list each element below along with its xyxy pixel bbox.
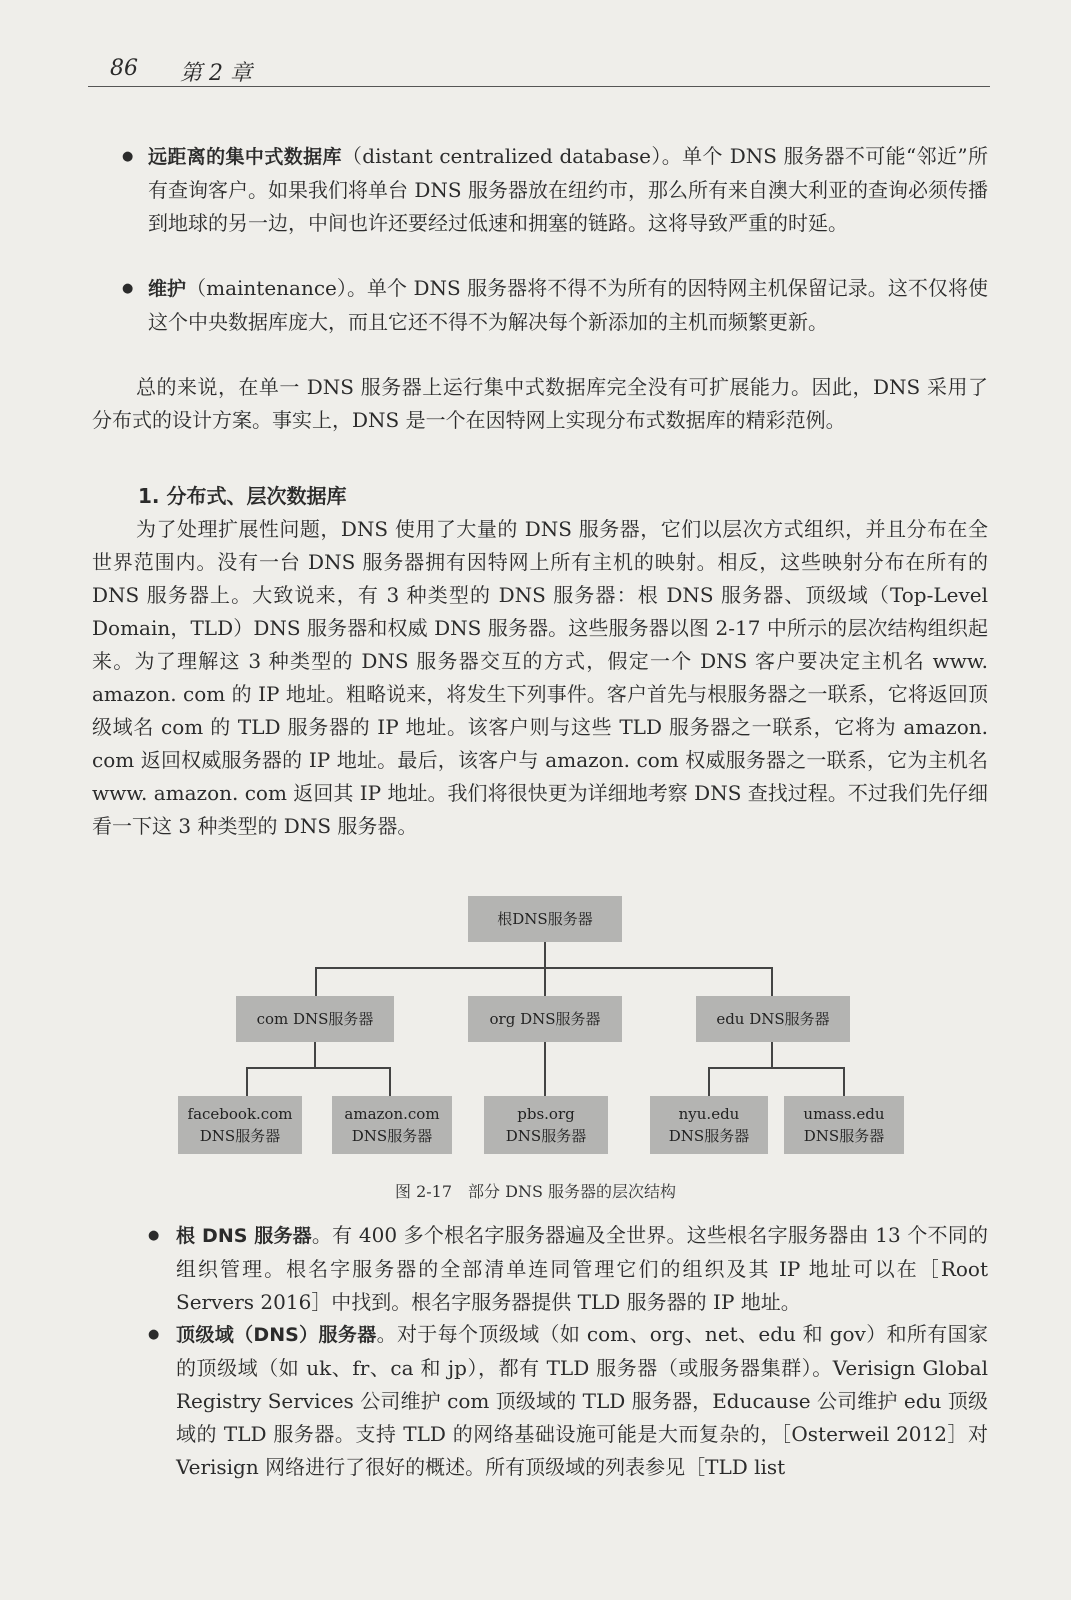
connector-line <box>771 967 773 996</box>
connector-line <box>771 1042 773 1068</box>
bullet-text: 。对于每个顶级域（如 com、org、net、edu 和 gov）和所有国家的顶级域（如 uk、fr、ca 和 jp），都有 TLD 服务器（或服务器集群）。Verisign Global Registry Services 公司维护 com 顶级域的 TLD 服务器，Educause 公司维护 edu 顶级域的 TLD 服务器。支持 TLD 的网络基础设施可能是大而复杂的，［Osterweil 2012］对 Verisign 网络进行了很好的概述。所有顶级域的列表参见［TLD list <box>176 1322 989 1479</box>
umass-dns-server-node <box>784 1096 904 1154</box>
node-label: pbs.org <box>517 1105 575 1123</box>
figure-caption: 图 2-17 部分 DNS 服务器的层次结构 <box>395 1182 676 1201</box>
node-label: edu DNS服务器 <box>716 1010 830 1028</box>
connector-line <box>314 1042 316 1068</box>
amazon-dns-server-node <box>332 1096 452 1154</box>
summary-paragraph: 总的来说，在单一 DNS 服务器上运行集中式数据库完全没有可扩展能力。因此，DNS 采用了分布式的设计方案。事实上，DNS 是一个在因特网上实现分布式数据库的精彩范例。 <box>92 375 988 432</box>
com-dns-server-node <box>236 996 394 1042</box>
node-label: facebook.com <box>187 1105 293 1123</box>
node-label: DNS服务器 <box>803 1127 885 1145</box>
connector-line <box>843 1067 845 1096</box>
node-label: 根DNS服务器 <box>497 910 593 928</box>
connector-line <box>708 1067 844 1069</box>
node-label: DNS服务器 <box>668 1127 750 1145</box>
bullet-distant-database <box>148 140 988 240</box>
node-label: nyu.edu <box>678 1105 740 1123</box>
connector-line <box>544 1042 546 1096</box>
connector-line <box>544 967 546 996</box>
facebook-dns-server-node <box>178 1096 302 1154</box>
root-dns-server-node <box>468 896 622 942</box>
bullet-term: 远距离的集中式数据库 <box>148 146 342 168</box>
bullet-root-dns <box>176 1219 988 1319</box>
main-paragraph: 为了处理扩展性问题，DNS 使用了大量的 DNS 服务器，它们以层次方式组织，并且分布在全世界范围内。没有一台 DNS 服务器拥有因特网上所有主机的映射。相反，这些映射分布在所有的 DNS 服务器上。大致说来，有 3 种类型的 DNS 服务器：根 DNS 服务器、顶级域（Top-Level Domain，TLD）DNS 服务器和权威 DNS 服务器。这些服务器以图 2-17 中所示的层次结构组织起来。为了理解这 3 种类型的 DNS 服务器交互的方式，假定一个 DNS 客户要决定主机名 www. amazon. com 的 IP 地址。粗略说来，将发生下列事件。客户首先与根服务器之一联系，它将返回顶级域名 com 的 TLD 服务器的 IP 地址。该客户则与这些 TLD 服务器之一联系，它将为 amazon. com 返回权威服务器的 IP 地址。最后，该客户与 amazon. com 权威服务器之一联系，它为主机名 www. amazon. com 返回其 IP 地址。我们将很快更为详细地考察 DNS 查找过程。不过我们先仔细看一下这 3 种类型的 DNS 服务器。 <box>92 517 988 838</box>
nyu-dns-server-node <box>650 1096 768 1154</box>
connector-line <box>246 1067 248 1096</box>
connector-line <box>246 1067 390 1069</box>
connector-line <box>544 942 546 968</box>
node-label: DNS服务器 <box>351 1127 433 1145</box>
bullet-maintenance <box>148 272 988 339</box>
connector-line <box>389 1067 391 1096</box>
section-heading: 1. 分布式、层次数据库 <box>138 484 347 508</box>
node-label: umass.edu <box>803 1105 885 1123</box>
bullet-text: 。有 400 多个根名字服务器遍及全世界。这些根名字服务器由 13 个不同的组织管理。根名字服务器的全部清单连同管理它们的组织及其 IP 地址可以在［Root Servers 2016］中找到。根名字服务器提供 TLD 服务器的 IP 地址。 <box>176 1223 988 1314</box>
node-label: org DNS服务器 <box>489 1010 601 1028</box>
connector-line <box>315 967 317 996</box>
node-label: amazon.com <box>344 1105 440 1123</box>
bullet-text: （distant centralized database）。单个 DNS 服务器不可能“邻近”所有查询客户。如果我们将单台 DNS 服务器放在纽约市，那么所有来自澳大利亚的查询必须传播到地球的另一边，中间也许还要经过低速和拥塞的链路。这将导致严重的时延。 <box>148 144 988 235</box>
bullet-tld-dns <box>176 1318 988 1484</box>
pbs-dns-server-node <box>484 1096 608 1154</box>
bullet-term: 顶级域（DNS）服务器 <box>176 1324 377 1346</box>
node-label: DNS服务器 <box>505 1127 587 1145</box>
org-dns-server-node <box>468 996 622 1042</box>
chapter-label: 第 2 章 <box>180 61 252 86</box>
edu-dns-server-node <box>696 996 850 1042</box>
page-header <box>88 52 990 87</box>
connector-line <box>708 1067 710 1096</box>
node-label: DNS服务器 <box>199 1127 281 1145</box>
bullet-term: 根 DNS 服务器 <box>176 1225 312 1247</box>
bullet-term: 维护 <box>148 278 187 300</box>
bullet-text: （maintenance）。单个 DNS 服务器将不得不为所有的因特网主机保留记录。这不仅将使这个中央数据库庞大，而且它还不得不为解决每个新添加的主机而频繁更新。 <box>148 276 988 334</box>
page-number: 86 <box>110 56 138 81</box>
node-label: com DNS服务器 <box>256 1010 374 1028</box>
